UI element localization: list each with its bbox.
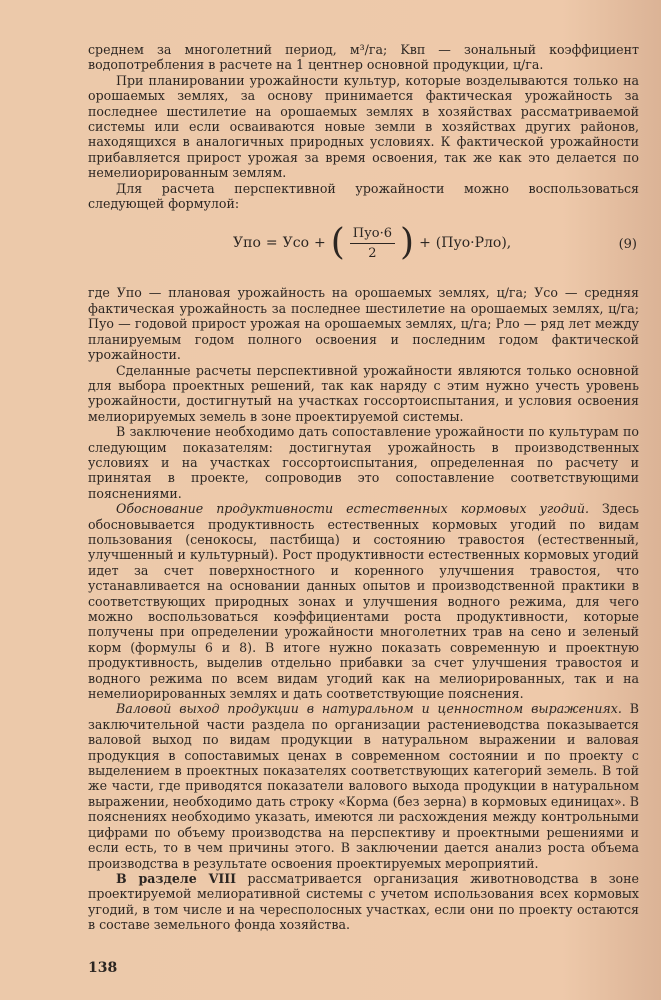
right-paren: ) bbox=[400, 222, 415, 264]
left-paren: ( bbox=[330, 222, 345, 264]
formula-plus2: + bbox=[419, 234, 431, 251]
formula-fraction bbox=[350, 226, 395, 262]
formula-term1: Усо bbox=[282, 234, 310, 251]
forage-body: Здесь обосновывается продуктивность естественных кормовых угодий по видам пользования (сенокосы, пастбища) и состоянию травостоя (естественный, улучшенный и культурный). Рост продуктивности естественных кормовых угодий идет за счет поверхностного и коренного улучшения травостоя, что устанавливается на основании данных опытов и производственной практики в соответствующих природных зонах и улучшения водного режима, для чего можно воспользоваться коэффициентами роста продуктивности, которые получены при определении урожайности многолетних трав на сено и зеленый корм (формулы 6 и 8). В итоге нужно показать современную и проектную продуктивность, выделив отдельно прибавки за счет улучшения травостоя и водного режима по всем видам угодий как на мелиорированных, так и на немелиорированных землях и дать соответствующие пояснения. bbox=[88, 501, 639, 702]
paragraph-calculations: Сделанные расчеты перспективной урожайности являются только основной для выбора проектных решений, так как наряду с этим нужно учесть уровень урожайности, достигнутый на участках госсортоиспытания, и условия освоения мелиорируемых земель в зоне проектируемой системы. bbox=[88, 362, 639, 424]
section-8-heading: В разделе VIII bbox=[116, 870, 237, 886]
formula-eq: = bbox=[265, 234, 278, 251]
formula-term3: (Пуо·Рло), bbox=[435, 234, 512, 251]
formula-9 bbox=[88, 217, 639, 277]
paragraph-forage bbox=[88, 501, 639, 701]
formula-expression bbox=[233, 222, 512, 264]
gross-output-body: В заключительной части раздела по организации растениеводства показывается валовой выход по видам продукции в натуральном выражении и валовая продукция в сопоставимых ценах в современном состоянии и по проекту с выделением в проектных показателях соответствующих категорий земель. В той же части, где приводятся показатели валового выхода продукции в натуральном выражении, необходимо дать строку «Корма (без зерна) в кормовых единицах». В пояснениях необходимо указать, имеются ли расхождения между контрольными цифрами по объему производства на перспективу и проектными решениями и если есть, то в чем причины этого. В заключении дается анализ роста объема производства в результате освоения проектируемых мероприятий. bbox=[88, 701, 639, 871]
formula-plus1: + bbox=[314, 234, 326, 251]
gross-output-heading: Валовой выход продукции в натуральном и ценностном выражениях. bbox=[116, 701, 622, 717]
forage-heading: Обоснование продуктивности естественных кормовых угодий. bbox=[116, 501, 590, 517]
paragraph-planning: При планировании урожайности культур, которые возделываются только на орошаемых землях, за основу принимается фактическая урожайность за последнее шестилетие на орошаемых землях в хозяйствах рассматриваемой системы или если осваиваются новые земли в хозяйствах других районов, находящихся в аналогичных природных условиях. К фактической урожайности прибавляется прирост урожая за время освоения, так же как это делается по немелиорированным землям. bbox=[88, 72, 639, 181]
paragraph-continuation: среднем за многолетний период, м³/га; Kвп — зональный коэффициент водопотребления в расчете на 1 центнер основной продукции, ц/га. bbox=[88, 42, 639, 73]
paragraph-conclusion: В заключение необходимо дать сопоставление урожайности по культурам по следующим показателям: достигнутая урожайность в производственных условиях и на участках госсортоиспытания, определенная по расчету и принятая в проекте, сопроводив это сопоставление соответствующими пояснениями. bbox=[88, 424, 639, 501]
paragraph-formula-intro: Для расчета перспективной урожайности можно воспользоваться следующей формулой: bbox=[88, 180, 639, 212]
page-number: 138 bbox=[88, 960, 118, 976]
formula-lhs: Упо bbox=[233, 234, 261, 251]
fraction-denominator: 2 bbox=[368, 245, 377, 261]
equation-number: (9) bbox=[618, 237, 637, 253]
section-8-body: рассматривается организация животноводства в зоне проектируемой мелиоративной системы с учетом использования всех кормовых угодий, в том числе и на чересполосных участках, если они по проекту остаются в составе земельного фонда хозяйства. bbox=[88, 870, 639, 933]
paragraph-section-8 bbox=[88, 871, 639, 933]
fraction-numerator: Пуо·6 bbox=[350, 226, 395, 244]
paragraph-legend: где Упо — плановая урожайность на орошаемых землях, ц/га; Усо — средняя фактическая урожайность за последнее шестилетие на орошаемых землях, ц/га; Пуо — годовой прирост урожая на орошаемых землях, ц/га; Рло — ряд лет между планируемым годом полного освоения и последним годом фактической урожайности. bbox=[88, 285, 639, 363]
paragraph-gross-output bbox=[88, 701, 639, 870]
page-text bbox=[88, 42, 639, 933]
